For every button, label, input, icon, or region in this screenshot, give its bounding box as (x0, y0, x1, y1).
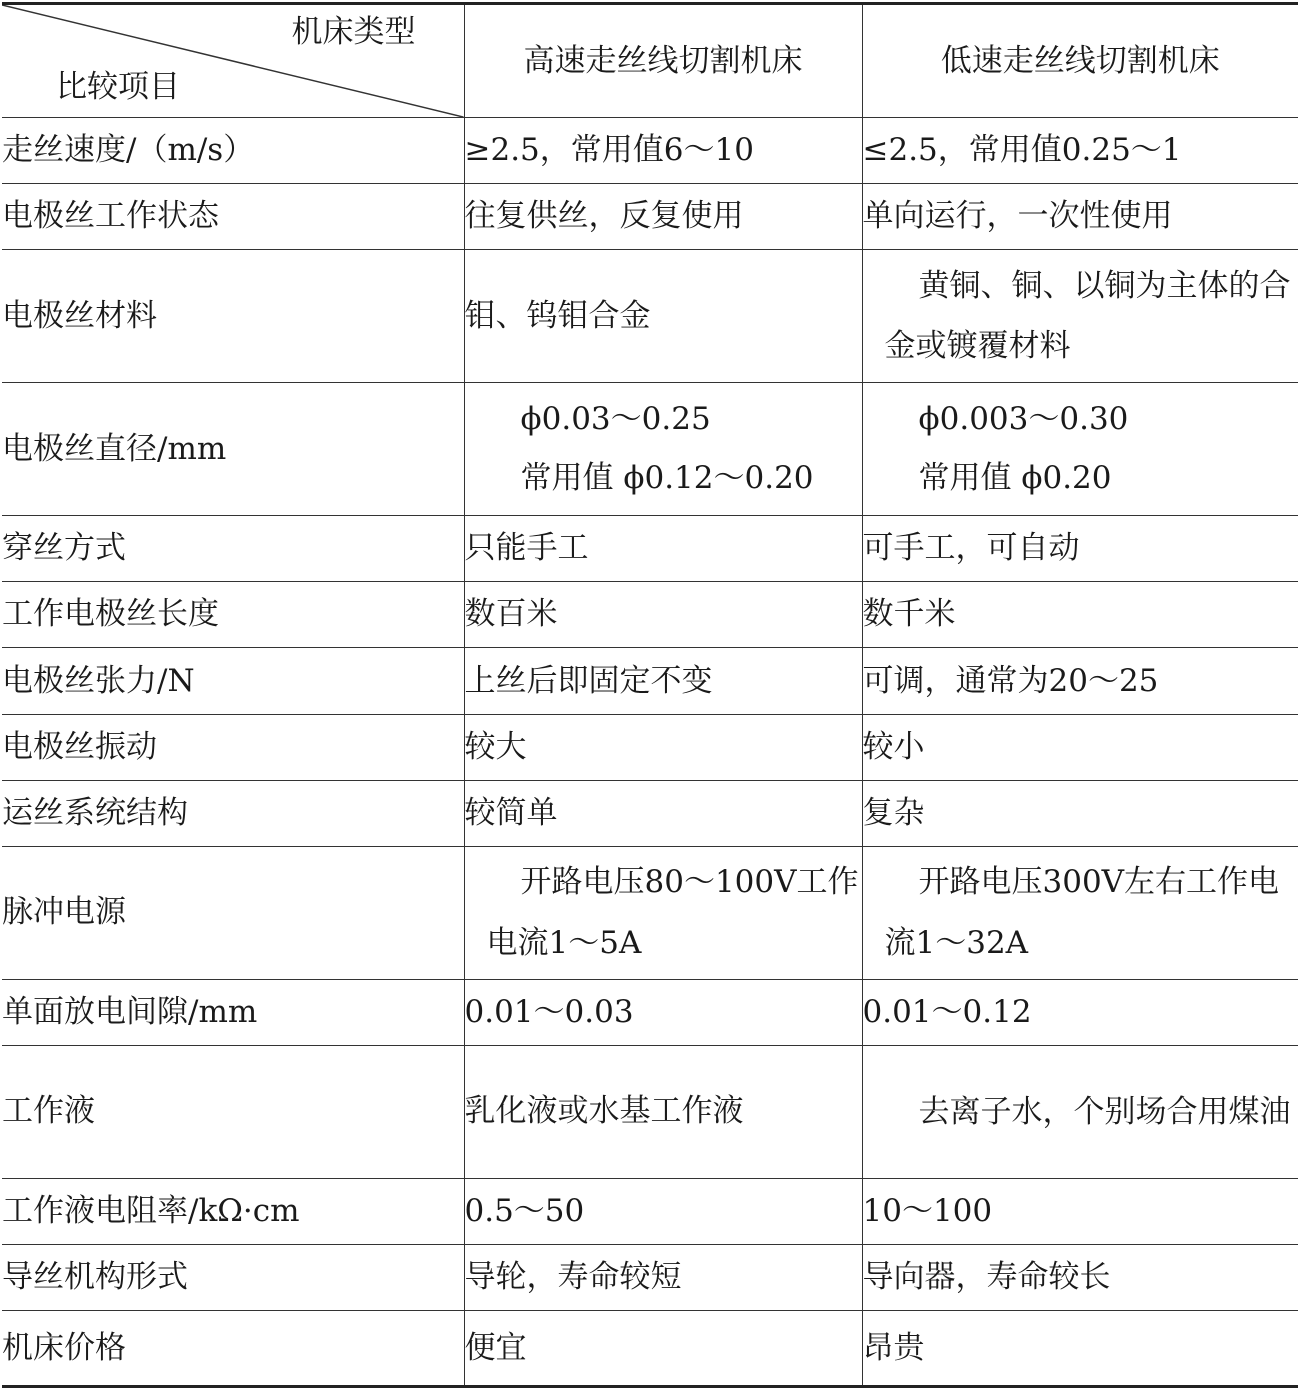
row-item-label: 电极丝直径/mm (2, 383, 464, 516)
row-item-label: 工作液电阻率/kΩ·cm (2, 1178, 464, 1244)
table-row (2, 383, 1298, 516)
high-speed-value: 0.01～0.03 (464, 979, 862, 1045)
high-speed-value: 往复供丝，反复使用 (464, 184, 862, 250)
low-speed-value: 可调，通常为20～25 (862, 648, 1298, 714)
low-speed-value: 可手工，可自动 (862, 516, 1298, 582)
row-item-label: 工作电极丝长度 (2, 582, 464, 648)
header-machine-type-label: 机床类型 (291, 14, 416, 50)
row-item-label: 导丝机构形式 (2, 1244, 464, 1310)
header-row (2, 4, 1298, 118)
low-speed-value: 数千米 (862, 582, 1298, 648)
row-item-label: 工作液 (2, 1045, 464, 1178)
high-speed-value: 只能手工 (464, 516, 862, 582)
row-item-label: 走丝速度/（m/s） (2, 118, 464, 184)
high-speed-value: 较简单 (464, 780, 862, 846)
table-row (2, 846, 1298, 979)
low-speed-value: 0.01～0.12 (862, 979, 1298, 1045)
low-speed-value: 10～100 (862, 1178, 1298, 1244)
high-speed-value: 便宜 (464, 1310, 862, 1386)
column-header-high-speed: 高速走丝线切割机床 (464, 4, 862, 118)
row-item-label: 电极丝工作状态 (2, 184, 464, 250)
row-item-label: 运丝系统结构 (2, 780, 464, 846)
high-speed-value: 0.5～50 (464, 1178, 862, 1244)
table-row (2, 1178, 1298, 1244)
high-speed-value: 开路电压80～100V工作电流1～5A (464, 846, 862, 979)
table-row (2, 979, 1298, 1045)
high-speed-diameter-range: ϕ0.03～0.25 (520, 401, 711, 438)
low-speed-value: 导向器，寿命较长 (862, 1244, 1298, 1310)
low-speed-value: 单向运行，一次性使用 (862, 184, 1298, 250)
table-row (2, 184, 1298, 250)
low-speed-value: 黄铜、铜、以铜为主体的合金或镀覆材料 (862, 250, 1298, 383)
table-row (2, 1310, 1298, 1386)
header-compare-item-label: 比较项目 (56, 68, 180, 105)
high-speed-value: 上丝后即固定不变 (464, 648, 862, 714)
row-item-label: 电极丝材料 (2, 250, 464, 383)
table-row (2, 118, 1298, 184)
low-speed-value: 昂贵 (862, 1310, 1298, 1386)
table-row (2, 516, 1298, 582)
high-speed-value (464, 383, 862, 516)
row-item-label: 穿丝方式 (2, 516, 464, 582)
table-row (2, 714, 1298, 780)
comparison-table (2, 2, 1298, 1388)
low-speed-value: 开路电压300V左右工作电流1～32A (862, 846, 1298, 979)
low-speed-value: 较小 (862, 714, 1298, 780)
high-speed-value: 乳化液或水基工作液 (464, 1045, 862, 1178)
high-speed-value: 导轮，寿命较短 (464, 1244, 862, 1310)
row-item-label: 单面放电间隙/mm (2, 979, 464, 1045)
low-speed-value: 去离子水，个别场合用煤油 (862, 1045, 1298, 1178)
high-speed-diameter-common: 常用值 ϕ0.12～0.20 (520, 460, 814, 497)
low-speed-diameter-range: ϕ0.003～0.30 (918, 401, 1129, 438)
high-speed-value: 钼、钨钼合金 (464, 250, 862, 383)
table-row (2, 1244, 1298, 1310)
table-row (2, 582, 1298, 648)
row-item-label: 电极丝振动 (2, 714, 464, 780)
high-speed-value: 数百米 (464, 582, 862, 648)
low-speed-diameter-common: 常用值 ϕ0.20 (918, 460, 1112, 497)
table-row (2, 648, 1298, 714)
low-speed-value: ≤2.5，常用值0.25～1 (862, 118, 1298, 184)
row-item-label: 机床价格 (2, 1310, 464, 1386)
row-item-label: 脉冲电源 (2, 846, 464, 979)
row-item-label: 电极丝张力/N (2, 648, 464, 714)
high-speed-value: 较大 (464, 714, 862, 780)
high-speed-value: ≥2.5，常用值6～10 (464, 118, 862, 184)
low-speed-value (862, 383, 1298, 516)
table-row (2, 250, 1298, 383)
diagonal-header-cell (2, 4, 464, 118)
low-speed-value: 复杂 (862, 780, 1298, 846)
table-row (2, 780, 1298, 846)
table-row (2, 1045, 1298, 1178)
column-header-low-speed: 低速走丝线切割机床 (862, 4, 1298, 118)
